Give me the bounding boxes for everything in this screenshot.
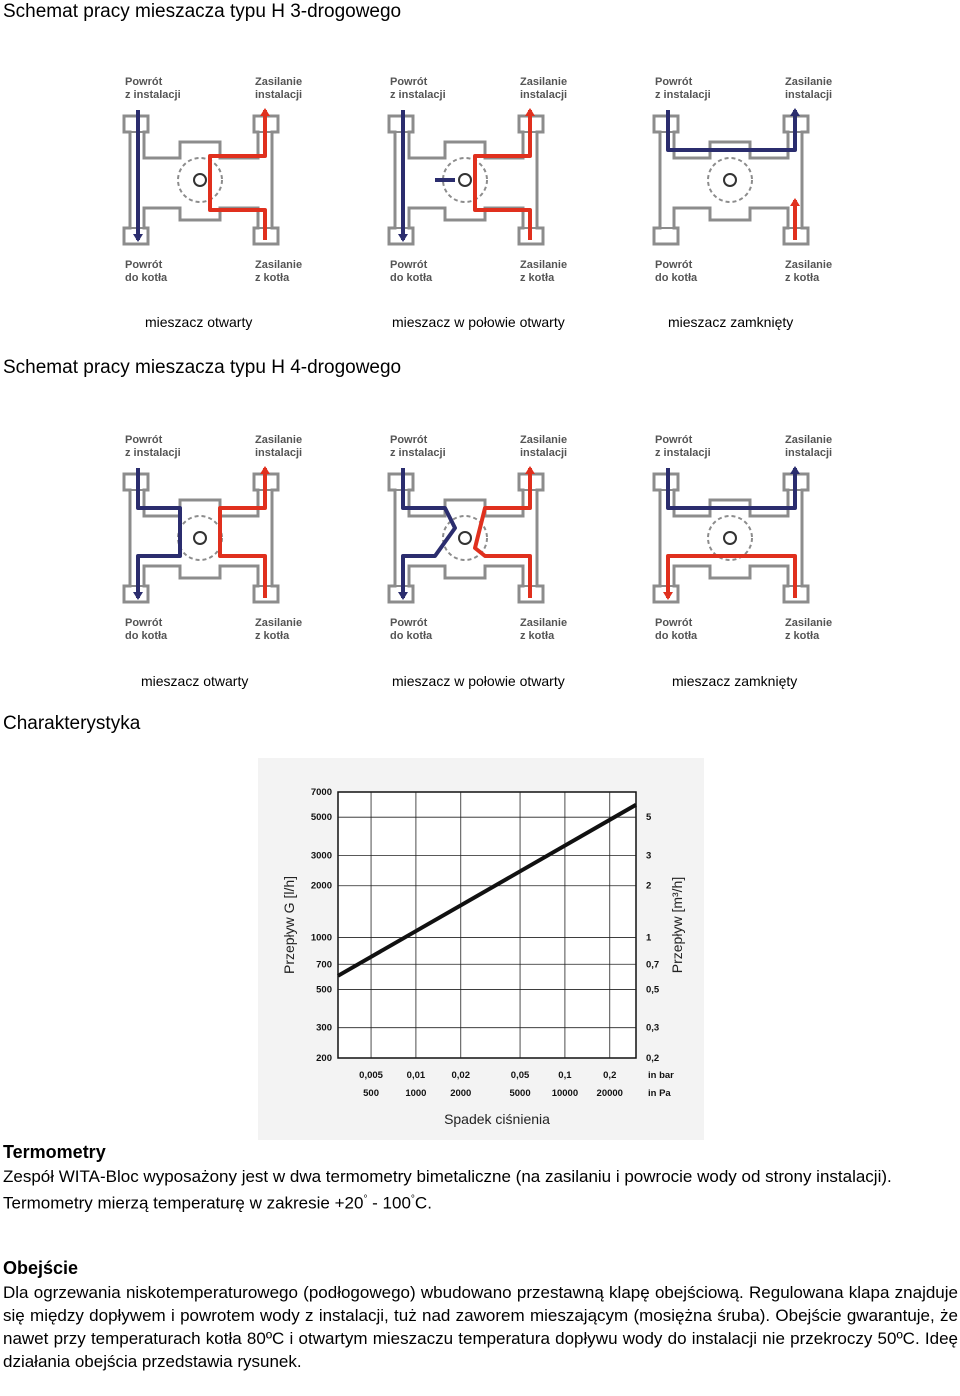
- mixer-diagram: [389, 76, 567, 284]
- section-title-characteristic: Charakterystyka: [3, 713, 141, 734]
- x-tick-label-bar: 0,01: [406, 1070, 426, 1081]
- label-supply-installation: Zasilanie: [255, 76, 303, 88]
- label-supply-installation: instalacji: [520, 89, 568, 101]
- y2-tick-label: 0,5: [646, 984, 660, 996]
- y-tick-label: 500: [316, 984, 332, 996]
- x-tick-label-bar: 0,1: [558, 1070, 572, 1081]
- label-supply-from-boiler: Zasilanie: [785, 259, 833, 271]
- mixer-diagram: [124, 434, 302, 642]
- label-return-to-boiler: do kotła: [125, 272, 168, 284]
- flow-arrow: [790, 466, 800, 474]
- y2-tick-label: 5: [646, 812, 652, 824]
- degree-symbol: °: [363, 1194, 368, 1205]
- label-supply-from-boiler: z kotła: [255, 630, 290, 642]
- caption-3way-open: mieszacz otwarty: [145, 314, 253, 330]
- thermometers-text-unit: C.: [414, 1193, 432, 1213]
- y-tick-label: 700: [316, 959, 332, 971]
- label-return-from-installation: z instalacji: [655, 89, 711, 101]
- y2-tick-label: 2: [646, 880, 652, 892]
- x-unit-pa: in Pa: [648, 1088, 671, 1099]
- label-return-to-boiler: Powrót: [390, 617, 428, 629]
- x-tick-label-bar: 0,05: [510, 1070, 530, 1081]
- chart-panel: [258, 758, 704, 1140]
- label-supply-from-boiler: z kotła: [520, 272, 555, 284]
- section-title-3way: Schemat pracy mieszacza typu H 3-drogowego: [3, 1, 402, 22]
- label-return-to-boiler: do kotła: [655, 272, 698, 284]
- mixer-diagram: [654, 434, 832, 642]
- caption-3way-closed: mieszacz zamknięty: [668, 314, 794, 330]
- label-supply-installation: instalacji: [520, 447, 568, 459]
- flow-arrow: [525, 108, 535, 116]
- y-tick-label: 300: [316, 1022, 332, 1034]
- label-return-to-boiler: do kotła: [655, 630, 698, 642]
- label-return-from-installation: Powrót: [125, 76, 163, 88]
- label-return-to-boiler: Powrót: [125, 617, 163, 629]
- label-supply-installation: Zasilanie: [255, 434, 303, 446]
- mixer-diagram: [124, 76, 302, 284]
- label-supply-from-boiler: Zasilanie: [785, 617, 833, 629]
- valve-pivot: [459, 532, 471, 544]
- label-supply-installation: instalacji: [785, 89, 833, 101]
- caption-4way-half: mieszacz w połowie otwarty: [392, 673, 565, 689]
- label-supply-from-boiler: z kotła: [785, 630, 820, 642]
- label-supply-installation: instalacji: [255, 447, 303, 459]
- label-return-to-boiler: Powrót: [655, 617, 693, 629]
- label-supply-installation: Zasilanie: [785, 76, 833, 88]
- x-tick-label-pa: 1000: [405, 1088, 427, 1099]
- section-title-4way: Schemat pracy mieszacza typu H 4-drogowego: [3, 357, 402, 378]
- label-return-to-boiler: do kotła: [390, 630, 433, 642]
- x-tick-label-pa: 10000: [551, 1088, 579, 1099]
- x-unit-bar: in bar: [648, 1070, 674, 1081]
- diagram-row-3way: [110, 70, 850, 290]
- y-tick-label: 200: [316, 1053, 332, 1064]
- heading-bypass: Obejście: [3, 1258, 79, 1278]
- heading-thermometers: Termometry: [3, 1142, 106, 1162]
- mixer-diagram: [654, 76, 832, 284]
- label-return-to-boiler: Powrót: [390, 259, 428, 271]
- y-axis-title: Przepływ G [l/h]: [281, 875, 297, 975]
- paragraph-thermometers: [3, 1165, 943, 1215]
- label-return-to-boiler: do kotła: [125, 630, 168, 642]
- flow-arrow: [260, 108, 270, 116]
- y2-tick-label: 0,3: [646, 1022, 660, 1034]
- y2-tick-label: 3: [646, 850, 652, 862]
- y-tick-label: 3000: [310, 850, 332, 862]
- degree-symbol: °: [410, 1194, 415, 1205]
- flow-arrow: [790, 108, 800, 116]
- x-tick-label-bar: 0,2: [603, 1070, 617, 1081]
- x-tick-label-pa: 20000: [596, 1088, 623, 1099]
- mixer-3way-diagrams: [110, 70, 850, 290]
- thermometers-text: Zespół WITA-Bloc wyposażony jest w dwa termometry bimetaliczne (na zasilaniu i powrocie wody od strony instalacji). Termometry mierzą temperaturę w zakresie +20: [3, 1167, 892, 1213]
- label-return-from-installation: z instalacji: [125, 89, 181, 101]
- label-return-to-boiler: Powrót: [655, 259, 693, 271]
- y-tick-label: 7000: [310, 787, 332, 798]
- label-return-from-installation: Powrót: [655, 434, 693, 446]
- y2-axis-title: Przepływ [m³/h]: [669, 876, 685, 974]
- label-supply-from-boiler: Zasilanie: [520, 617, 568, 629]
- thermometers-text-range: - 100: [367, 1193, 411, 1213]
- label-supply-from-boiler: z kotła: [520, 630, 555, 642]
- valve-pivot: [724, 174, 736, 186]
- label-return-to-boiler: Powrót: [125, 259, 163, 271]
- y-tick-label: 2000: [310, 880, 332, 892]
- y-tick-label: 5000: [310, 812, 332, 824]
- label-return-from-installation: Powrót: [390, 434, 428, 446]
- x-tick-label-bar: 0,005: [359, 1070, 383, 1081]
- valve-pivot: [459, 174, 471, 186]
- label-supply-from-boiler: z kotła: [255, 272, 290, 284]
- x-tick-label-bar: 0,02: [451, 1070, 471, 1081]
- caption-4way-open: mieszacz otwarty: [141, 673, 249, 689]
- label-supply-from-boiler: Zasilanie: [520, 259, 568, 271]
- flow-arrow: [525, 466, 535, 474]
- label-return-from-installation: z instalacji: [390, 447, 446, 459]
- label-supply-from-boiler: Zasilanie: [255, 259, 303, 271]
- diagram-row-4way: [110, 428, 850, 648]
- y2-tick-label: 1: [646, 932, 652, 944]
- paragraph-bypass: Dla ogrzewania niskotemperaturowego (podłogowego) wbudowano przestawną klapę obejściową. Regulowana klapa znajduje się między dopływem i powrotem wody z instalacji, tuż nad zaworem mieszającym (mosiężna śruba). Obejście gwarantuje, że nawet przy temperaturach kotła 80ºC i otwartym mieszaczu temperatura dopływu wody do instalacji nie przekroczy 50ºC. Ideę działania obejścia przedstawia rysunek.: [3, 1283, 958, 1371]
- label-supply-installation: Zasilanie: [520, 434, 568, 446]
- y2-tick-label: 0,2: [646, 1053, 660, 1064]
- caption-3way-half: mieszacz w połowie otwarty: [392, 314, 565, 330]
- label-supply-from-boiler: Zasilanie: [255, 617, 303, 629]
- label-supply-installation: instalacji: [785, 447, 833, 459]
- flow-pressure-chart: [258, 758, 704, 1140]
- caption-4way-closed: mieszacz zamknięty: [672, 673, 798, 689]
- x-tick-label-pa: 2000: [450, 1088, 472, 1099]
- label-return-from-installation: z instalacji: [390, 89, 446, 101]
- label-supply-installation: instalacji: [255, 89, 303, 101]
- valve-pivot: [194, 174, 206, 186]
- label-supply-installation: Zasilanie: [520, 76, 568, 88]
- x-axis-title: Spadek ciśnienia: [444, 1111, 550, 1127]
- x-tick-label-pa: 5000: [509, 1088, 531, 1099]
- valve-pivot: [194, 532, 206, 544]
- label-supply-installation: Zasilanie: [785, 434, 833, 446]
- label-return-from-installation: Powrót: [125, 434, 163, 446]
- y2-tick-label: 0,7: [646, 959, 660, 971]
- y-tick-label: 1000: [310, 932, 332, 944]
- label-return-from-installation: Powrót: [390, 76, 428, 88]
- flow-arrow: [260, 466, 270, 474]
- label-return-to-boiler: do kotła: [390, 272, 433, 284]
- mixer-diagram: [389, 434, 567, 642]
- label-return-from-installation: z instalacji: [125, 447, 181, 459]
- label-return-from-installation: Powrót: [655, 76, 693, 88]
- mixer-4way-diagrams: [110, 428, 850, 648]
- x-tick-label-pa: 500: [363, 1088, 379, 1099]
- label-supply-from-boiler: z kotła: [785, 272, 820, 284]
- valve-pivot: [724, 532, 736, 544]
- label-return-from-installation: z instalacji: [655, 447, 711, 459]
